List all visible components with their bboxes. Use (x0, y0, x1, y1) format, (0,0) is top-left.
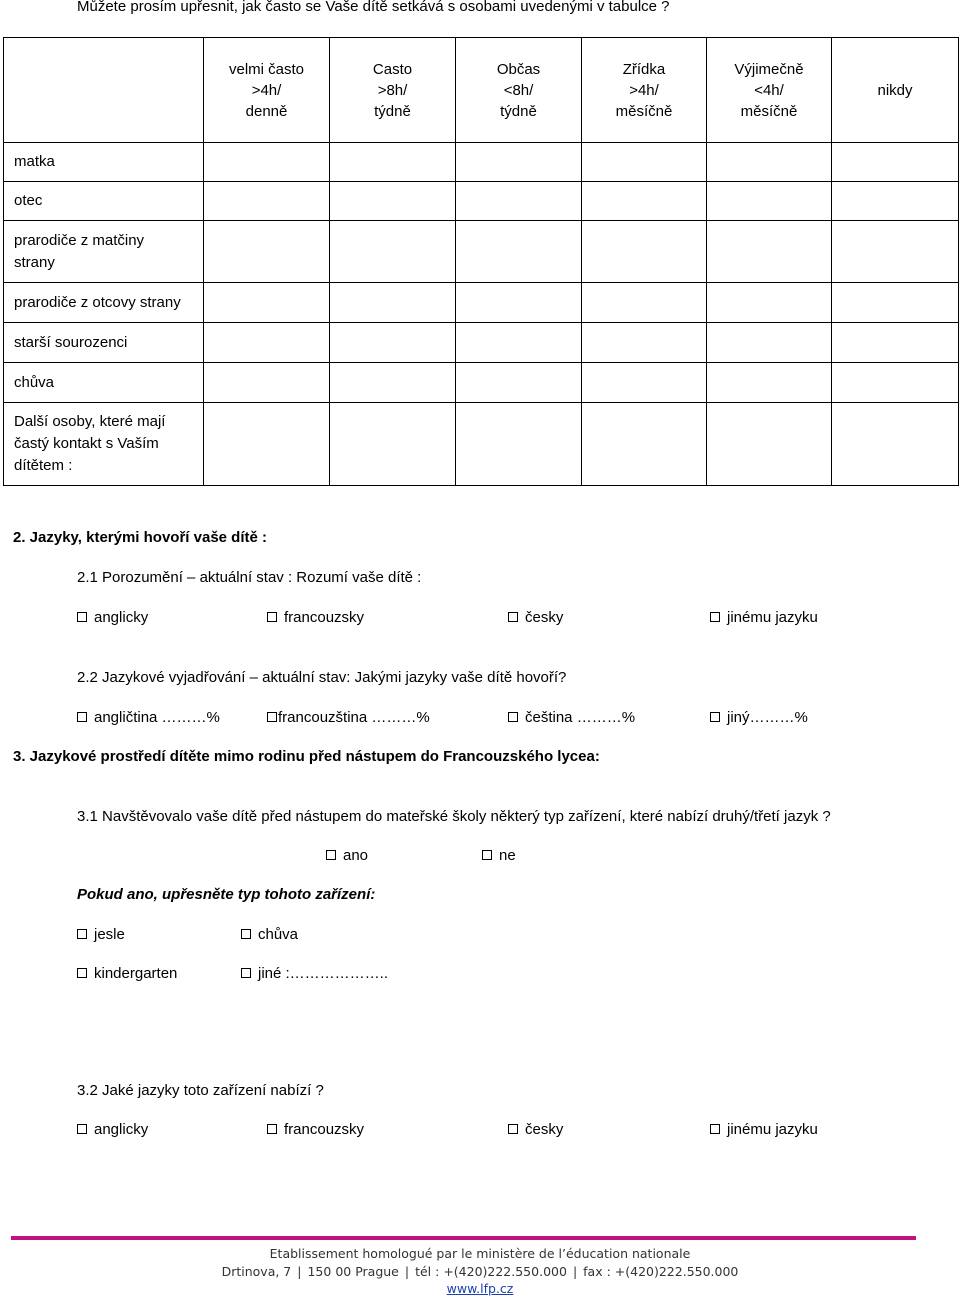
option-ano[interactable]: ano (326, 847, 368, 864)
table-cell[interactable] (204, 143, 330, 182)
option-ne[interactable]: ne (482, 847, 516, 864)
table-cell[interactable] (456, 283, 582, 323)
table-cell[interactable] (707, 283, 832, 323)
table-cell[interactable] (330, 403, 456, 486)
table-cell[interactable] (456, 221, 582, 283)
table-cell[interactable] (582, 143, 707, 182)
table-cell[interactable] (204, 221, 330, 283)
option-cestina[interactable]: čeština ………% (508, 709, 635, 726)
row-label: prarodiče z otcovy strany (4, 283, 204, 323)
table-cell[interactable] (707, 182, 832, 221)
footer-contact: Drtinova, 7 | 150 00 Prague | tél : +(420)222.550.000 | fax : +(420)222.550.000 (221, 1264, 739, 1279)
checkbox[interactable] (508, 612, 518, 622)
column-header: Casto >8h/ týdně (330, 38, 456, 143)
frequency-table (3, 37, 959, 486)
table-cell[interactable] (330, 283, 456, 323)
table-cell[interactable] (832, 143, 959, 182)
table-row (4, 363, 959, 403)
table-cell[interactable] (204, 403, 330, 486)
website-link[interactable]: www.lfp.cz (446, 1281, 514, 1296)
footer-homologation: Etablissement homologué par le ministère de l’éducation nationale (269, 1246, 691, 1261)
checkbox[interactable] (326, 850, 336, 860)
option-jinemu-jazyku[interactable]: jinému jazyku (710, 609, 818, 626)
column-header: velmi často >4h/ denně (204, 38, 330, 143)
table-cell[interactable] (330, 221, 456, 283)
option-francouzsky[interactable]: francouzsky (267, 609, 364, 626)
checkbox[interactable] (267, 712, 277, 722)
table-row (4, 403, 959, 486)
question-2-2: 2.2 Jazykové vyjadřování – aktuální stav: Jakými jazyky vaše dítě hovoří? (77, 669, 567, 686)
column-header: Občas <8h/ týdně (456, 38, 582, 143)
option-cesky[interactable]: česky (508, 609, 563, 626)
table-cell[interactable] (330, 143, 456, 182)
checkbox[interactable] (267, 1124, 277, 1134)
table-cell[interactable] (707, 363, 832, 403)
table-header-row (4, 38, 959, 143)
table-cell[interactable] (832, 283, 959, 323)
table-cell[interactable] (582, 221, 707, 283)
footer-website-line (0, 1281, 960, 1296)
option-jesle[interactable]: jesle (77, 926, 125, 943)
checkbox[interactable] (77, 968, 87, 978)
option-chuva[interactable]: chůva (241, 926, 298, 943)
table-row (4, 283, 959, 323)
footer-postcode: 150 00 Prague (307, 1264, 399, 1279)
table-cell[interactable] (204, 283, 330, 323)
table-cell[interactable] (456, 363, 582, 403)
section3-heading: 3. Jazykové prostředí dítěte mimo rodinu před nástupem do Francouzského lycea: (13, 748, 600, 765)
table-cell[interactable] (456, 182, 582, 221)
option-jinemu-jazyku-2[interactable]: jinému jazyku (710, 1121, 818, 1138)
footer-tel: tél : +(420)222.550.000 (415, 1264, 567, 1279)
column-header: Výjimečně <4h/ měsíčně (707, 38, 832, 143)
table-cell[interactable] (330, 363, 456, 403)
table-cell[interactable] (582, 283, 707, 323)
table-row (4, 323, 959, 363)
checkbox[interactable] (77, 612, 87, 622)
table-cell[interactable] (204, 323, 330, 363)
checkbox[interactable] (241, 968, 251, 978)
checkbox[interactable] (710, 612, 720, 622)
table-cell[interactable] (832, 363, 959, 403)
checkbox[interactable] (710, 712, 720, 722)
table-cell[interactable] (456, 143, 582, 182)
column-header: nikdy (832, 38, 959, 143)
question-3-2: 3.2 Jaké jazyky toto zařízení nabízí ? (77, 1082, 324, 1099)
section2-heading: 2. Jazyky, kterými hovoří vaše dítě : (13, 529, 268, 546)
table-cell[interactable] (204, 363, 330, 403)
footer-address: Drtinova, 7 (221, 1264, 292, 1279)
table-cell[interactable] (832, 221, 959, 283)
table-row (4, 182, 959, 221)
table-cell[interactable] (582, 323, 707, 363)
table-cell[interactable] (582, 403, 707, 486)
table-cell[interactable] (330, 323, 456, 363)
table-cell[interactable] (330, 182, 456, 221)
checkbox[interactable] (77, 929, 87, 939)
table-corner-cell (4, 38, 204, 143)
row-label: starší sourozenci (4, 323, 204, 363)
table-row (4, 143, 959, 182)
table-cell[interactable] (832, 182, 959, 221)
table-cell[interactable] (456, 323, 582, 363)
table-cell[interactable] (832, 403, 959, 486)
column-header: Zřídka >4h/ měsíčně (582, 38, 707, 143)
option-anglictina[interactable]: angličtina ………% (77, 709, 220, 726)
footer-accent-bar (11, 1236, 916, 1240)
option-anglicky[interactable]: anglicky (77, 609, 148, 626)
option-anglicky-2[interactable]: anglicky (77, 1121, 148, 1138)
row-label: prarodiče z matčiny strany (4, 221, 204, 283)
checkbox[interactable] (77, 1124, 87, 1134)
row-label: matka (4, 143, 204, 182)
option-francouzsky-2[interactable]: francouzsky (267, 1121, 364, 1138)
footer-fax: fax : +(420)222.550.000 (583, 1264, 739, 1279)
table-cell[interactable] (582, 363, 707, 403)
option-jiny[interactable]: jiný………% (710, 709, 808, 726)
option-cesky-2[interactable]: česky (508, 1121, 563, 1138)
table-cell[interactable] (707, 221, 832, 283)
intro-question: Můžete prosím upřesnit, jak často se Vaše dítě setkává s osobami uvedenými v tabulce ? (77, 0, 670, 15)
row-label: chůva (4, 363, 204, 403)
checkbox[interactable] (482, 850, 492, 860)
table-row (4, 221, 959, 283)
table-cell[interactable] (832, 323, 959, 363)
checkbox[interactable] (241, 929, 251, 939)
option-jine[interactable]: jiné :……………….. (241, 965, 388, 982)
table-cell[interactable] (707, 403, 832, 486)
table-cell[interactable] (707, 323, 832, 363)
question-2-1: 2.1 Porozumění – aktuální stav : Rozumí vaše dítě : (77, 569, 422, 586)
table-cell[interactable] (456, 403, 582, 486)
checkbox[interactable] (267, 612, 277, 622)
checkbox[interactable] (710, 1124, 720, 1134)
row-label: otec (4, 182, 204, 221)
table-cell[interactable] (707, 143, 832, 182)
question-3-1: 3.1 Navštěvovalo vaše dítě před nástupem do mateřské školy některý typ zařízení, které nabízí druhý/třetí jazyk ? (77, 808, 831, 825)
option-francouzstina[interactable]: francouzština ………% (267, 709, 430, 726)
checkbox[interactable] (508, 712, 518, 722)
option-kindergarten[interactable]: kindergarten (77, 965, 177, 982)
checkbox[interactable] (508, 1124, 518, 1134)
table-cell[interactable] (204, 182, 330, 221)
row-label: Další osoby, které mají častý kontakt s Vaším dítětem : (4, 403, 204, 486)
if-yes-label: Pokud ano, upřesněte typ tohoto zařízení: (77, 886, 376, 903)
table-cell[interactable] (582, 182, 707, 221)
checkbox[interactable] (77, 712, 87, 722)
